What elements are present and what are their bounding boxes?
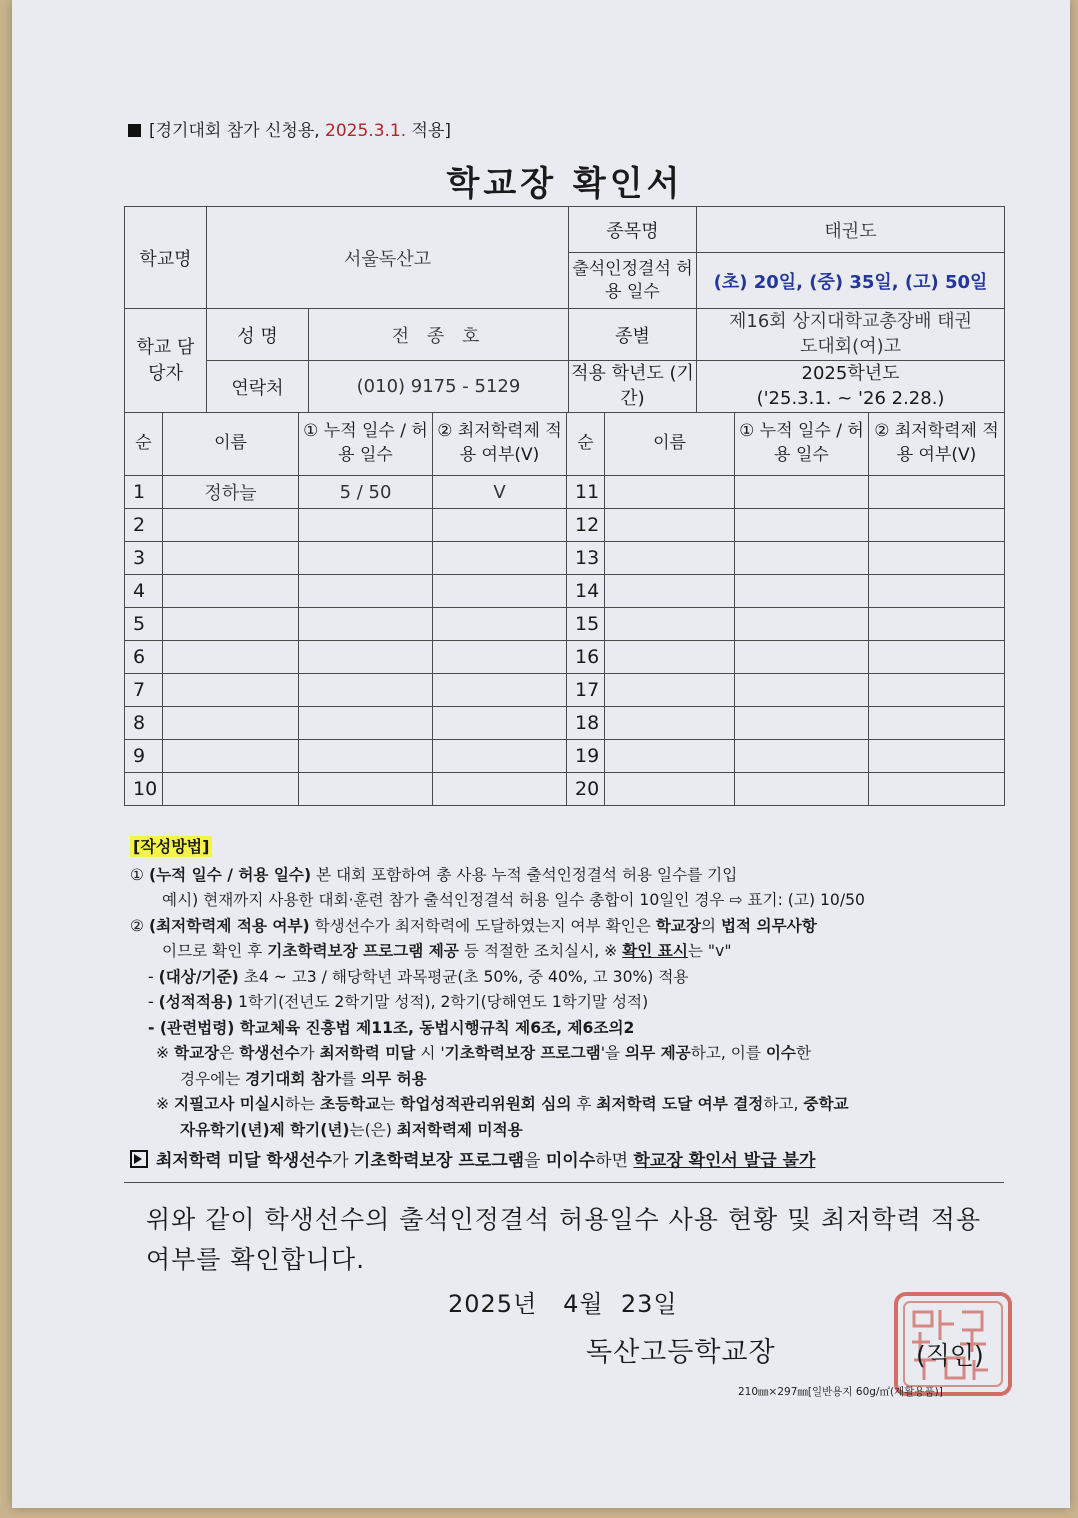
table-row: 8 18	[125, 707, 1005, 740]
event-value: 태권도	[697, 207, 1005, 253]
instruction-2: ② (최저학력제 적용 여부) 학생선수가 최저학력에 도달하였는지 여부 확인은 학교장의 법적 의무사항	[130, 916, 817, 935]
col-no-header: 순	[125, 413, 163, 476]
instruction-law: - (관련법령) 학교체육 진흥법 제11조, 동법시행규칙 제6조, 제6조의2	[148, 1018, 635, 1037]
application-note: [경기대회 참가 신청용, 2025.3.1. 적용]	[128, 116, 451, 141]
effective-date: 2025.3.1.	[325, 121, 407, 141]
contact-label: 연락처	[207, 361, 309, 413]
col-name-header: 이름	[163, 413, 299, 476]
year-label: 적용 학년도 (기간)	[569, 361, 697, 413]
name-label: 성 명	[207, 309, 309, 361]
bullet-square-icon	[128, 124, 141, 137]
writing-instructions	[130, 834, 1010, 1175]
paper-spec: 210㎜×297㎜[일반용지 60g/㎡(재활용품)]	[738, 1386, 943, 1398]
document-page	[12, 0, 1070, 1508]
table-row: 5 15	[125, 608, 1005, 641]
table-row: 6 16	[125, 641, 1005, 674]
instruction-2-cont: 이므로 확인 후 기초학력보장 프로그램 제공 등 적절한 조치실시, ※ 확인 표시는 "v"	[162, 942, 732, 960]
col-name-header: 이름	[605, 413, 735, 476]
year-period: ('25.3.1. ~ '26 2.28.)	[756, 387, 945, 409]
info-table	[124, 206, 1005, 413]
instruction-1-example: 예시) 현재까지 사용한 대회·훈련 참가 출석인정결석 허용 일수 총합이 10일인 경우 ⇨ 표기: (고) 10/50	[162, 891, 865, 909]
col-days-header: ① 누적 일수 / 허용 일수	[299, 413, 433, 476]
document-title: 학교장 확인서	[446, 164, 684, 204]
principal-name: 독산고등학교장	[586, 1337, 776, 1368]
contact-value: (010) 9175 - 5129	[309, 361, 569, 413]
instruction-grades: - (성적적용) 1학기(전년도 2학기말 성적), 2학기(당해연도 1학기말 성적)	[148, 993, 649, 1011]
school-label: 학교명	[125, 207, 207, 309]
staff-label: 학교 담당자	[125, 309, 207, 413]
table-row: 4 14	[125, 575, 1005, 608]
instruction-note-2: ※ 지필고사 미실시하는 초등학교는 학업성적관리위원회 심의 후 최저학력 도달 여부 결정하고, 중학교	[156, 1095, 849, 1113]
instruction-note-2-cont: 자유학기(년)제 학기(년)는(은) 최저학력제 미적용	[180, 1120, 523, 1139]
year-value: 2025학년도	[801, 363, 900, 385]
issue-date: 2025년 4월 23일	[448, 1290, 678, 1318]
instruction-1: ① (누적 일수 / 허용 일수) 본 대회 포함하여 총 사용 누적 출석인정결석 허용 일수를 기입	[130, 865, 738, 884]
absence-value: (초) 20일, (중) 35일, (고) 50일	[697, 253, 1005, 309]
name-value: 전 종 호	[309, 309, 569, 361]
table-row: 3 13	[125, 542, 1005, 575]
seal-label: (직인)	[916, 1341, 984, 1370]
roster-table	[124, 412, 1005, 806]
table-row: 10 20	[125, 773, 1005, 806]
year-cell	[697, 361, 1005, 413]
instruction-note-1: ※ 학교장은 학생선수가 최저학력 미달 시 '기초학력보장 프로그램'을 의무 제공하고, 이를 이수한	[156, 1044, 812, 1062]
col-no-header: 순	[567, 413, 605, 476]
instruction-note-1-cont: 경우에는 경기대회 참가를 의무 허용	[180, 1069, 427, 1088]
table-row: 9 19	[125, 740, 1005, 773]
table-row: 1 정하늘 5 / 50 V 11	[125, 476, 1005, 509]
divider	[124, 1182, 1004, 1183]
school-value: 서울독산고	[207, 207, 569, 309]
absence-label: 출석인정결석 허용 일수	[569, 253, 697, 309]
instructions-heading: [작성방법]	[130, 836, 212, 857]
table-row: 7 17	[125, 674, 1005, 707]
category-value: 제16회 상지대학교총장배 태권도대회(여)고	[697, 309, 1005, 361]
instruction-target: - (대상/기준) 초4 ~ 고3 / 해당학년 과목평균(초 50%, 중 40%, 고 30%) 적용	[148, 967, 689, 986]
category-label: 종별	[569, 309, 697, 361]
col-minimum-header: ② 최저학력제 적용 여부(V)	[869, 413, 1005, 476]
arrow-box-icon	[130, 1150, 148, 1168]
table-row: 2 12	[125, 509, 1005, 542]
event-label: 종목명	[569, 207, 697, 253]
confirmation-text: 위와 같이 학생선수의 출석인정결석 허용일수 사용 현황 및 최저학력 적용 여부를 확인합니다.	[146, 1205, 982, 1274]
instruction-warning: 최저학력 미달 학생선수가 기초학력보장 프로그램을 미이수하면 학교장 확인서 발급 불가	[130, 1149, 1010, 1175]
col-minimum-header: ② 최저학력제 적용 여부(V)	[433, 413, 567, 476]
col-days-header: ① 누적 일수 / 허용 일수	[735, 413, 869, 476]
